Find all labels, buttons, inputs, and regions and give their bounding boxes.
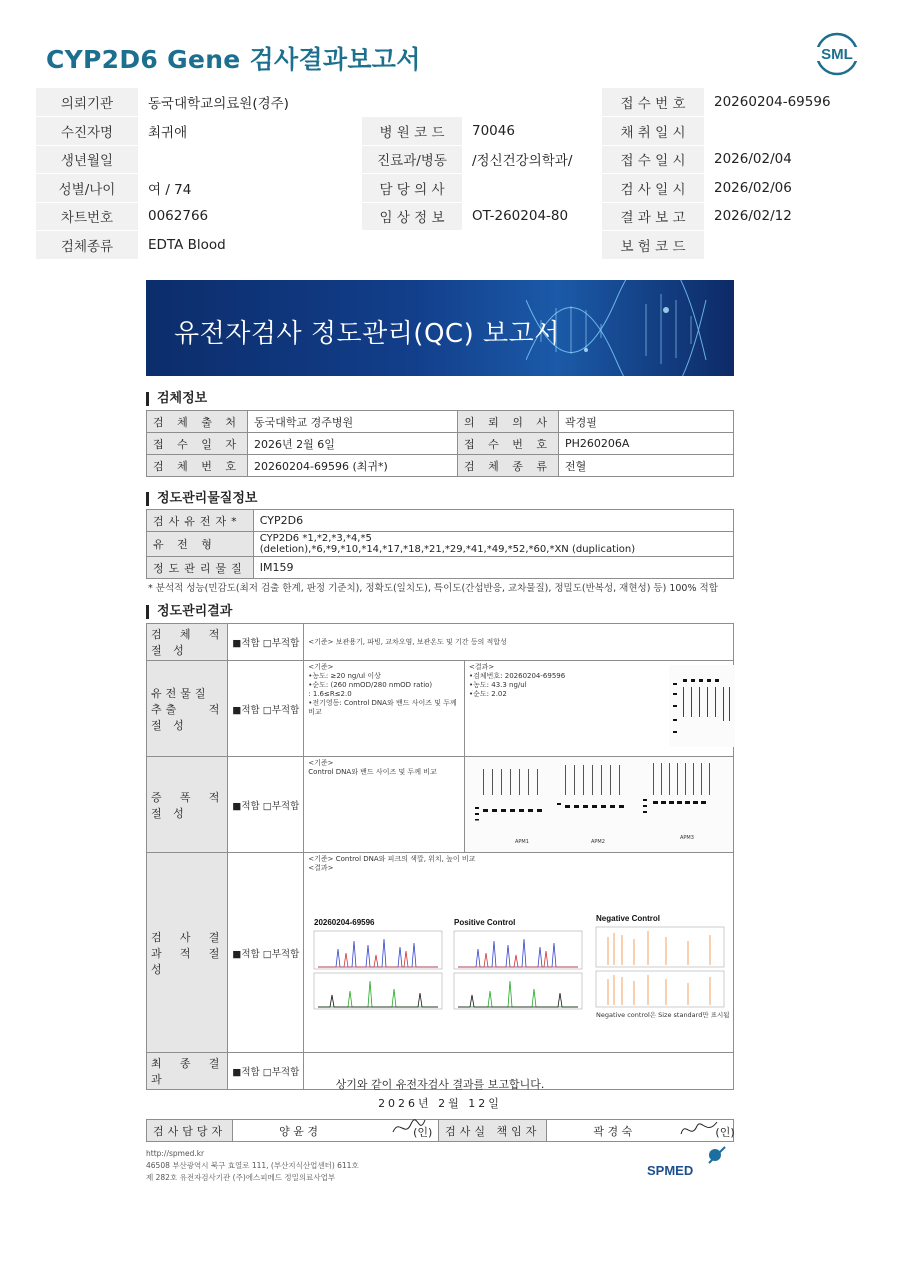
patient-info-row xyxy=(36,174,864,203)
pass-mark: ■적합 xyxy=(232,948,260,960)
patient-info-label: 수진자명 xyxy=(36,117,138,146)
patient-info-label: 결 과 보 고 xyxy=(602,202,704,231)
patient-info-label: 채 취 일 시 xyxy=(602,117,704,146)
qc-result-table xyxy=(146,623,734,1090)
amplification-criteria: <기준> Control DNA와 밴드 사이즈 및 두께 비교 xyxy=(304,757,465,853)
specimen-value: 2026년 2월 6일 xyxy=(248,433,458,455)
patient-info-value: 동국대학교의료원(경주) xyxy=(138,88,362,117)
qc-row-label: 최 종 결 과 xyxy=(147,1053,228,1090)
specimen-label: 검 체 종 류 xyxy=(458,455,559,477)
page-title: CYP2D6 Gene 검사결과보고서 xyxy=(46,45,421,74)
electropherogram-panels xyxy=(308,915,732,1025)
chief-label: 검사실 책임자 xyxy=(439,1120,547,1142)
patient-info-value: 0062766 xyxy=(138,202,362,231)
patient-info-label: 의뢰기관 xyxy=(36,88,138,117)
qc-row-label: 검 체 적 절 성 xyxy=(147,624,228,661)
genotype-value-line2: (deletion),*6,*9,*10,*14,*17,*18,*21,*29,*41,*49,*52,*60,*XN (duplication) xyxy=(259,544,636,555)
fail-mark: □부적합 xyxy=(262,948,300,960)
gel-label-apm1: APM1 xyxy=(515,839,529,845)
patient-info-label: 보 험 코 드 xyxy=(602,231,704,260)
gel-label-apm2: APM2 xyxy=(591,839,605,845)
amplification-gel-image xyxy=(465,757,733,849)
spmed-logo-text: SPMED xyxy=(647,1163,694,1178)
patient-info-value xyxy=(462,88,602,117)
patient-info-label: 접 수 번 호 xyxy=(602,88,704,117)
qc-material-table xyxy=(146,509,734,579)
specimen-label: 접 수 번 호 xyxy=(458,433,559,455)
qc-row-label: 유전물질추출 적 절 성 xyxy=(147,661,228,757)
patient-info-label: 담 당 의 사 xyxy=(362,174,462,203)
patient-info-value xyxy=(138,145,362,174)
qc-row-criteria: <기준> 보관용기, 파빙, 교차오염, 보관온도 및 기간 등의 적합성 xyxy=(304,624,734,661)
fail-mark: □부적합 xyxy=(262,638,300,649)
patient-info-value: OT-260204-80 xyxy=(462,202,602,231)
patient-info-value: 최귀애 xyxy=(138,117,362,146)
patient-info-value: 20260204-69596 xyxy=(704,88,864,117)
qc-material-label: 정도관리물질 xyxy=(147,557,254,579)
footer-url: http://spmed.kr xyxy=(146,1149,205,1158)
patient-info-value xyxy=(704,231,864,260)
pass-mark: ■적합 xyxy=(232,800,260,812)
patient-info-value: EDTA Blood xyxy=(138,231,362,260)
extraction-criteria: <기준> •농도: ≥20 ng/ul 이상 •순도: (260 nmOD/280 nmOD ratio) : 1.6≤R≤2.0 •전기영동: Control DNA와 밴드 사이즈 및 두께 비교 xyxy=(304,661,465,757)
patient-info-value: 여 / 74 xyxy=(138,174,362,203)
gel-label-apm3: APM3 xyxy=(680,835,694,841)
fail-mark: □부적합 xyxy=(262,800,300,812)
footer-registration: 제 282호 유전자검사기관 (주)에스피메드 정밀의료사업부 xyxy=(146,1173,336,1182)
extraction-result: <결과> •검체번호: 20260204-69596 •농도: 43.3 ng/ul •순도: 2.02 xyxy=(465,661,734,757)
qc-material-label: 검사유전자* xyxy=(147,510,254,532)
panel-title-negative: Negative Control xyxy=(596,915,661,923)
specimen-row xyxy=(147,433,734,455)
patient-info-label: 임 상 정 보 xyxy=(362,202,462,231)
sml-logo-text: SML xyxy=(821,46,853,63)
report-date: 2026년 2월 12일 xyxy=(378,1097,502,1110)
patient-info-label: 접 수 일 시 xyxy=(602,145,704,174)
specimen-table xyxy=(146,410,734,477)
tester-seal: (인) xyxy=(413,1126,433,1139)
specimen-value: 동국대학교 경주병원 xyxy=(248,411,458,433)
specimen-value: PH260206A xyxy=(559,433,734,455)
negative-control-note: Negative control은 Size standard만 표시됨 xyxy=(596,1011,730,1019)
tester-name: 양 윤 경 xyxy=(279,1124,319,1138)
closing-message: 상기와 같이 유전자검사 결과를 보고합니다. xyxy=(335,1078,545,1091)
specimen-value: 곽경필 xyxy=(559,411,734,433)
patient-info-label: 생년월일 xyxy=(36,145,138,174)
specimen-row xyxy=(147,411,734,433)
specimen-label: 접 수 일 자 xyxy=(147,433,248,455)
report-title: 유전자검사 정도관리(QC) 보고서 xyxy=(174,319,560,349)
pass-mark: ■적합 xyxy=(232,638,260,649)
result-validity-cell: <기준> Control DNA와 피크의 색깔, 위치, 높이 비교 <결과> 20260204-69596 Positive Control Negative Control Negative control은 Size standard만 표시됨 xyxy=(304,853,734,1053)
performance-note: * 분석적 성능(민감도(최저 검출 한계, 판정 기준치), 정확도(일치도), 특이도(간섭반응, 교차물질), 정밀도(반복성, 재현성) 등) 100% 적합 xyxy=(148,583,718,594)
qc-row-verdict xyxy=(228,624,304,661)
patient-info-value: 70046 xyxy=(462,117,602,146)
patient-info-label: 검체종류 xyxy=(36,231,138,260)
patient-info-label xyxy=(362,88,462,117)
panel-title-positive: Positive Control xyxy=(454,918,516,927)
specimen-label: 의 뢰 의 사 xyxy=(458,411,559,433)
fail-mark: □부적합 xyxy=(262,704,300,716)
patient-info-value xyxy=(704,117,864,146)
patient-info-value: /정신건강의학과/ xyxy=(462,145,602,174)
patient-info-row xyxy=(36,231,864,260)
qc-result-section-title: 정도관리결과 xyxy=(146,605,232,619)
chief-seal: (인) xyxy=(715,1126,735,1139)
qc-material-section-title: 정도관리물질정보 xyxy=(146,492,257,506)
panel-title-sample: 20260204-69596 xyxy=(314,918,375,927)
specimen-value: 전혈 xyxy=(559,455,734,477)
qc-material-value: CYP2D6 xyxy=(253,510,733,532)
patient-info-label: 진료과/병동 xyxy=(362,145,462,174)
specimen-value: 20260204-69596 (최귀*) xyxy=(248,455,458,477)
patient-info-row xyxy=(36,145,864,174)
chief-name: 곽 경 숙 xyxy=(593,1124,633,1138)
patient-info-row xyxy=(36,88,864,117)
extraction-gel-image xyxy=(669,665,735,747)
qc-row-verdict xyxy=(228,853,304,1053)
qc-report xyxy=(146,280,734,376)
patient-info-value: 2026/02/06 xyxy=(704,174,864,203)
patient-info-label: 차트번호 xyxy=(36,202,138,231)
qc-material-label: 유 전 형 xyxy=(147,532,254,557)
patient-info-value xyxy=(462,231,602,260)
amplification-gels xyxy=(465,757,734,853)
patient-info-label: 성별/나이 xyxy=(36,174,138,203)
genotype-value-line1: CYP2D6 *1,*2,*3,*4,*5 xyxy=(259,533,372,544)
specimen-section-title: 검체정보 xyxy=(146,392,207,406)
patient-info-row xyxy=(36,117,864,146)
patient-info-label: 검 사 일 시 xyxy=(602,174,704,203)
pass-mark: ■적합 xyxy=(232,1067,260,1078)
footer-address: 46508 부산광역시 북구 효열로 111, (부산지식산업센터) 611호 xyxy=(146,1161,359,1170)
spmed-logo xyxy=(645,1145,735,1185)
qc-row-label: 검 사 결 과 적 절 성 xyxy=(147,853,228,1053)
patient-info-value xyxy=(462,174,602,203)
footer-info xyxy=(146,1148,359,1184)
qc-row-label: 증 폭 적 절 성 xyxy=(147,757,228,853)
signature-table xyxy=(146,1119,734,1142)
patient-info-label xyxy=(362,231,462,260)
patient-info-row xyxy=(36,202,864,231)
patient-info-label: 병 원 코 드 xyxy=(362,117,462,146)
qc-row-verdict xyxy=(228,661,304,757)
specimen-label: 검 체 번 호 xyxy=(147,455,248,477)
patient-info-value: 2026/02/04 xyxy=(704,145,864,174)
tester-label: 검사담당자 xyxy=(147,1120,233,1142)
qc-material-value: IM159 xyxy=(253,557,733,579)
qc-row-verdict xyxy=(228,757,304,853)
sml-logo xyxy=(812,30,862,78)
pass-mark: ■적합 xyxy=(232,704,260,716)
patient-info-value: 2026/02/12 xyxy=(704,202,864,231)
specimen-label: 검 체 출 처 xyxy=(147,411,248,433)
patient-info-table xyxy=(36,88,864,260)
specimen-row xyxy=(147,455,734,477)
fail-mark: □부적합 xyxy=(262,1067,300,1078)
report-banner xyxy=(146,280,734,376)
